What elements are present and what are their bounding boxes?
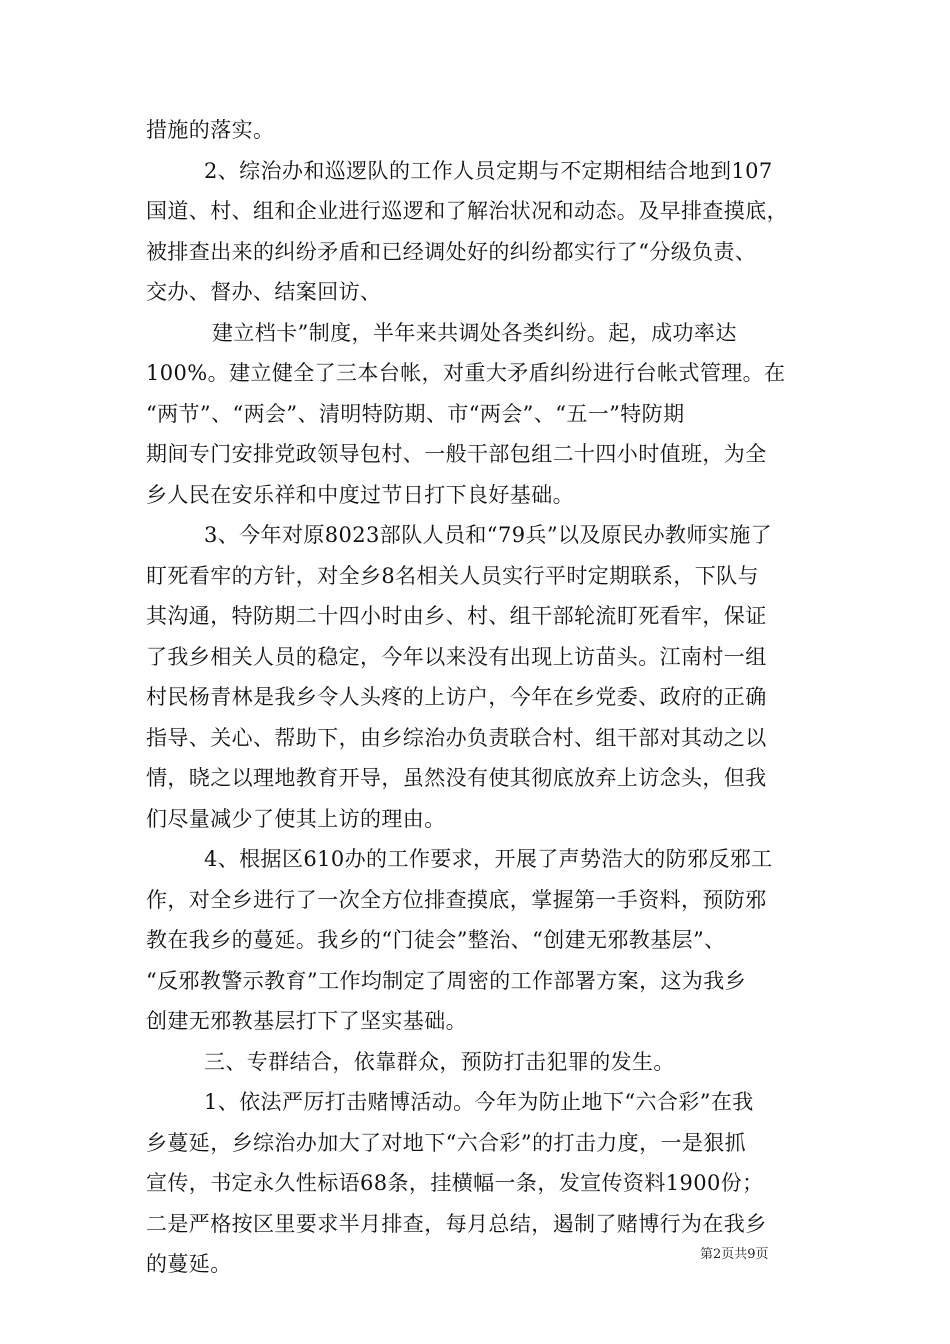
text-line: 措施的落实。 — [146, 118, 275, 142]
text-line: “两节”、“两会”、清明特防期、市“两会”、“五一”特防期 — [146, 401, 685, 426]
text-line: 1、依法严厉打击赌博活动。今年为防止地下“六合彩”在我 — [204, 1090, 754, 1114]
text-line: 指导、关心、帮助下，由乡综治办负责联合村、组干部对其动之以 — [146, 725, 767, 750]
text-line: 2、综治办和巡逻队的工作人员定期与不定期相结合地到107 — [204, 158, 773, 183]
body-text — [146, 110, 814, 1285]
text-line: 期间专门安排党政领导包村、一般干部包组二十四小时值班，为全 — [146, 442, 767, 466]
text-line: 其沟通，特防期二十四小时由乡、村、组干部轮流盯死看牢，保证 — [146, 604, 767, 628]
text-line: 盯死看牢的方针，对全乡8名相关人员实行平时定期联系，下队与 — [146, 563, 759, 588]
text-line: 100%。建立健全了三本台帐，对重大矛盾纠纷进行台帐式管理。在 — [146, 361, 786, 385]
text-line: 宣传，书定永久性标语68条，挂横幅一条，发宣传资料1900份； — [146, 1171, 764, 1195]
text-line: 创建无邪教基层打下了坚实基础。 — [146, 1009, 467, 1033]
text-line: 了我乡相关人员的稳定，今年以来没有出现上访苗头。江南村一组 — [146, 644, 767, 669]
page-number: 第2页共9页 — [700, 1247, 769, 1262]
text-line: “反邪教警示教育”工作均制定了周密的工作部署方案，这为我乡 — [146, 968, 747, 993]
section-heading: 三、专群结合，依靠群众，预防打击犯罪的发生。 — [204, 1049, 675, 1074]
text-line: 作，对全乡进行了一次全方位排查摸底，掌握第一手资料，预防邪 — [146, 887, 767, 912]
text-line: 们尽量减少了使其上访的理由。 — [146, 806, 446, 831]
text-line: 情，晓之以理地教育开导，虽然没有使其彻底放弃上访念头，但我 — [146, 766, 767, 790]
text-line: 被排查出来的纠纷矛盾和已经调处好的纠纷都实行了“分级负责、 — [146, 239, 757, 264]
text-line: 乡人民在安乐祥和中度过节日打下良好基础。 — [146, 482, 574, 507]
text-line: 村民杨青林是我乡令人头疼的上访户，今年在乡党委、政府的正确 — [146, 685, 767, 709]
text-line: 教在我乡的蔓延。我乡的“门徒会”整治、“创建无邪教基层”、 — [146, 928, 726, 952]
text-line: 的蔓延。 — [146, 1252, 232, 1276]
text-line: 国道、村、组和企业进行巡逻和了解治状况和动态。及早排查摸底， — [146, 199, 788, 223]
text-line: 乡蔓延，乡综治办加大了对地下“六合彩”的打击力度，一是狠抓 — [146, 1130, 747, 1155]
text-line: 4、根据区610办的工作要求，开展了声势浩大的防邪反邪工 — [204, 847, 773, 871]
text-line: 二是严格按区里要求半月排查，每月总结，遏制了赌博行为在我乡 — [146, 1211, 767, 1236]
text-line: 交办、督办、结案回访、 — [146, 280, 382, 304]
text-line: 3、今年对原8023部队人员和“79兵”以及原民办教师实施了 — [204, 523, 772, 547]
text-line: 建立档卡”制度，半年来共调处各类纠纷。起，成功率达 — [212, 320, 737, 345]
